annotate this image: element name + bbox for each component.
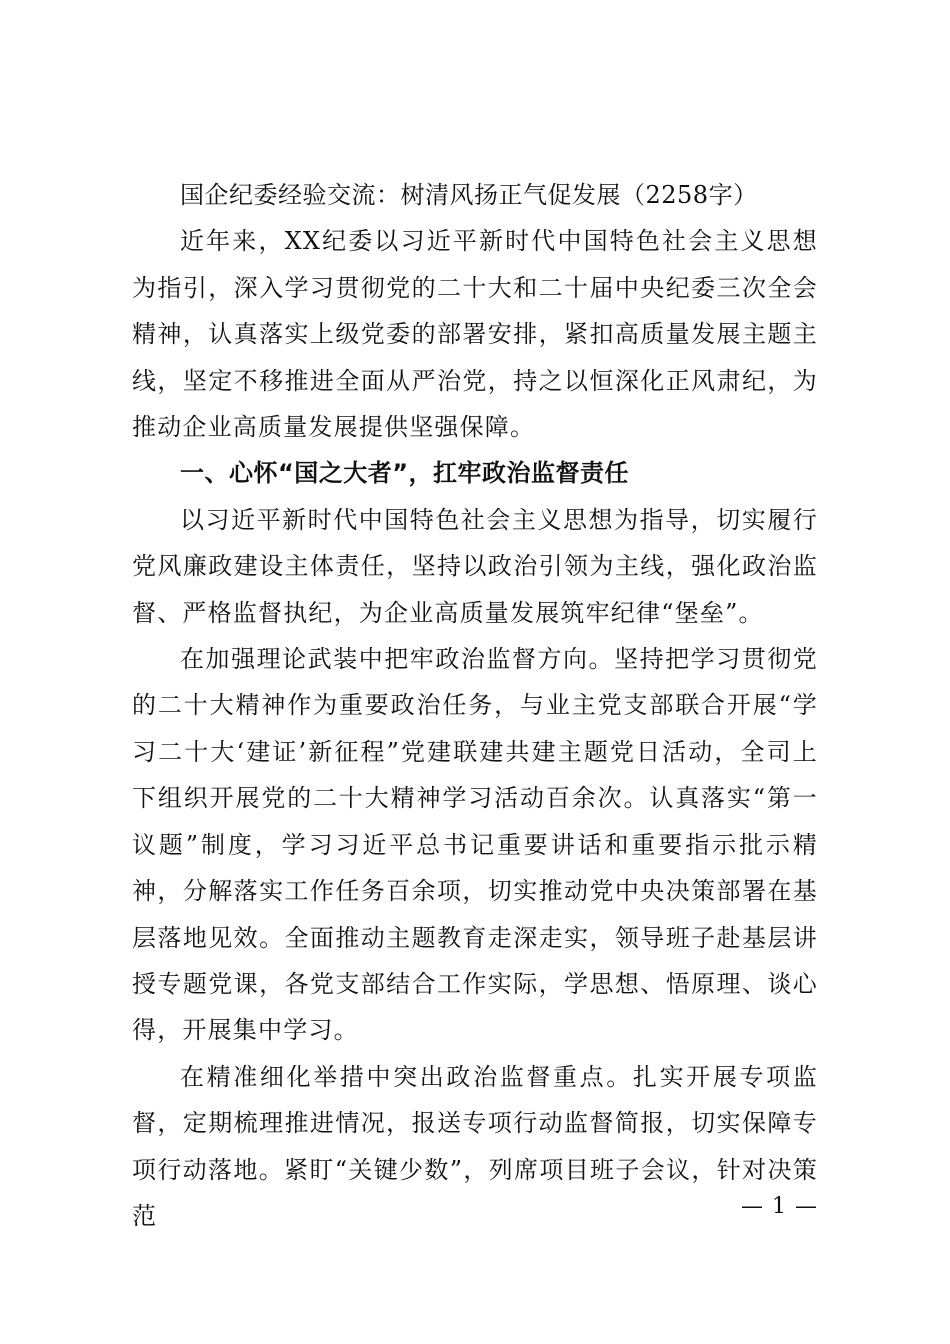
document-title: 国企纪委经验交流：树清风扬正气促发展（2258字） [180, 181, 758, 209]
page-number: — 1 — [741, 1194, 818, 1219]
section-paragraph-3: 在精准细化举措中突出政治监督重点。扎实开展专项监督，定期梳理推进情况，报送专项行动监督简报，切实保障专项行动落地。紧盯“关键少数”，列席项目班子会议，针对决策范 [132, 1062, 818, 1230]
intro-paragraph: 近年来，XX纪委以习近平新时代中国特色社会主义思想为指引，深入学习贯彻党的二十大和二十届中央纪委三次全会精神，认真落实上级党委的部署安排，紧扣高质量发展主题主线，坚定不移推进全面从严治党，持之以恒深化正风肃纪，为推动企业高质量发展提供坚强保障。 [132, 227, 818, 442]
document-body [132, 172, 818, 1239]
section-heading: 一、心怀“国之大者”，扛牢政治监督责任 [180, 459, 630, 488]
section-paragraph-1: 以习近平新时代中国特色社会主义思想为指导，切实履行党风廉政建设主体责任，坚持以政治引领为主线，强化政治监督、严格监督执纪，为企业高质量发展筑牢纪律“堡垒”。 [132, 505, 818, 627]
section-paragraph-2: 在加强理论武装中把牢政治监督方向。坚持把学习贯彻党的二十大精神作为重要政治任务，与业主党支部联合开展“学习二十大‘建证’新征程”党建联建共建主题党日活动，全司上下组织开展党的二十大精神学习活动百余次。认真落实“第一议题”制度，学习习近平总书记重要讲话和重要指示批示精神，分解落实工作任务百余项，切实推动党中央决策部署在基层落地见效。全面推动主题教育走深走实，领导班子赴基层讲授专题党课，各党支部结合工作实际，学思想、悟原理、谈心得，开展集中学习。 [132, 645, 818, 1045]
